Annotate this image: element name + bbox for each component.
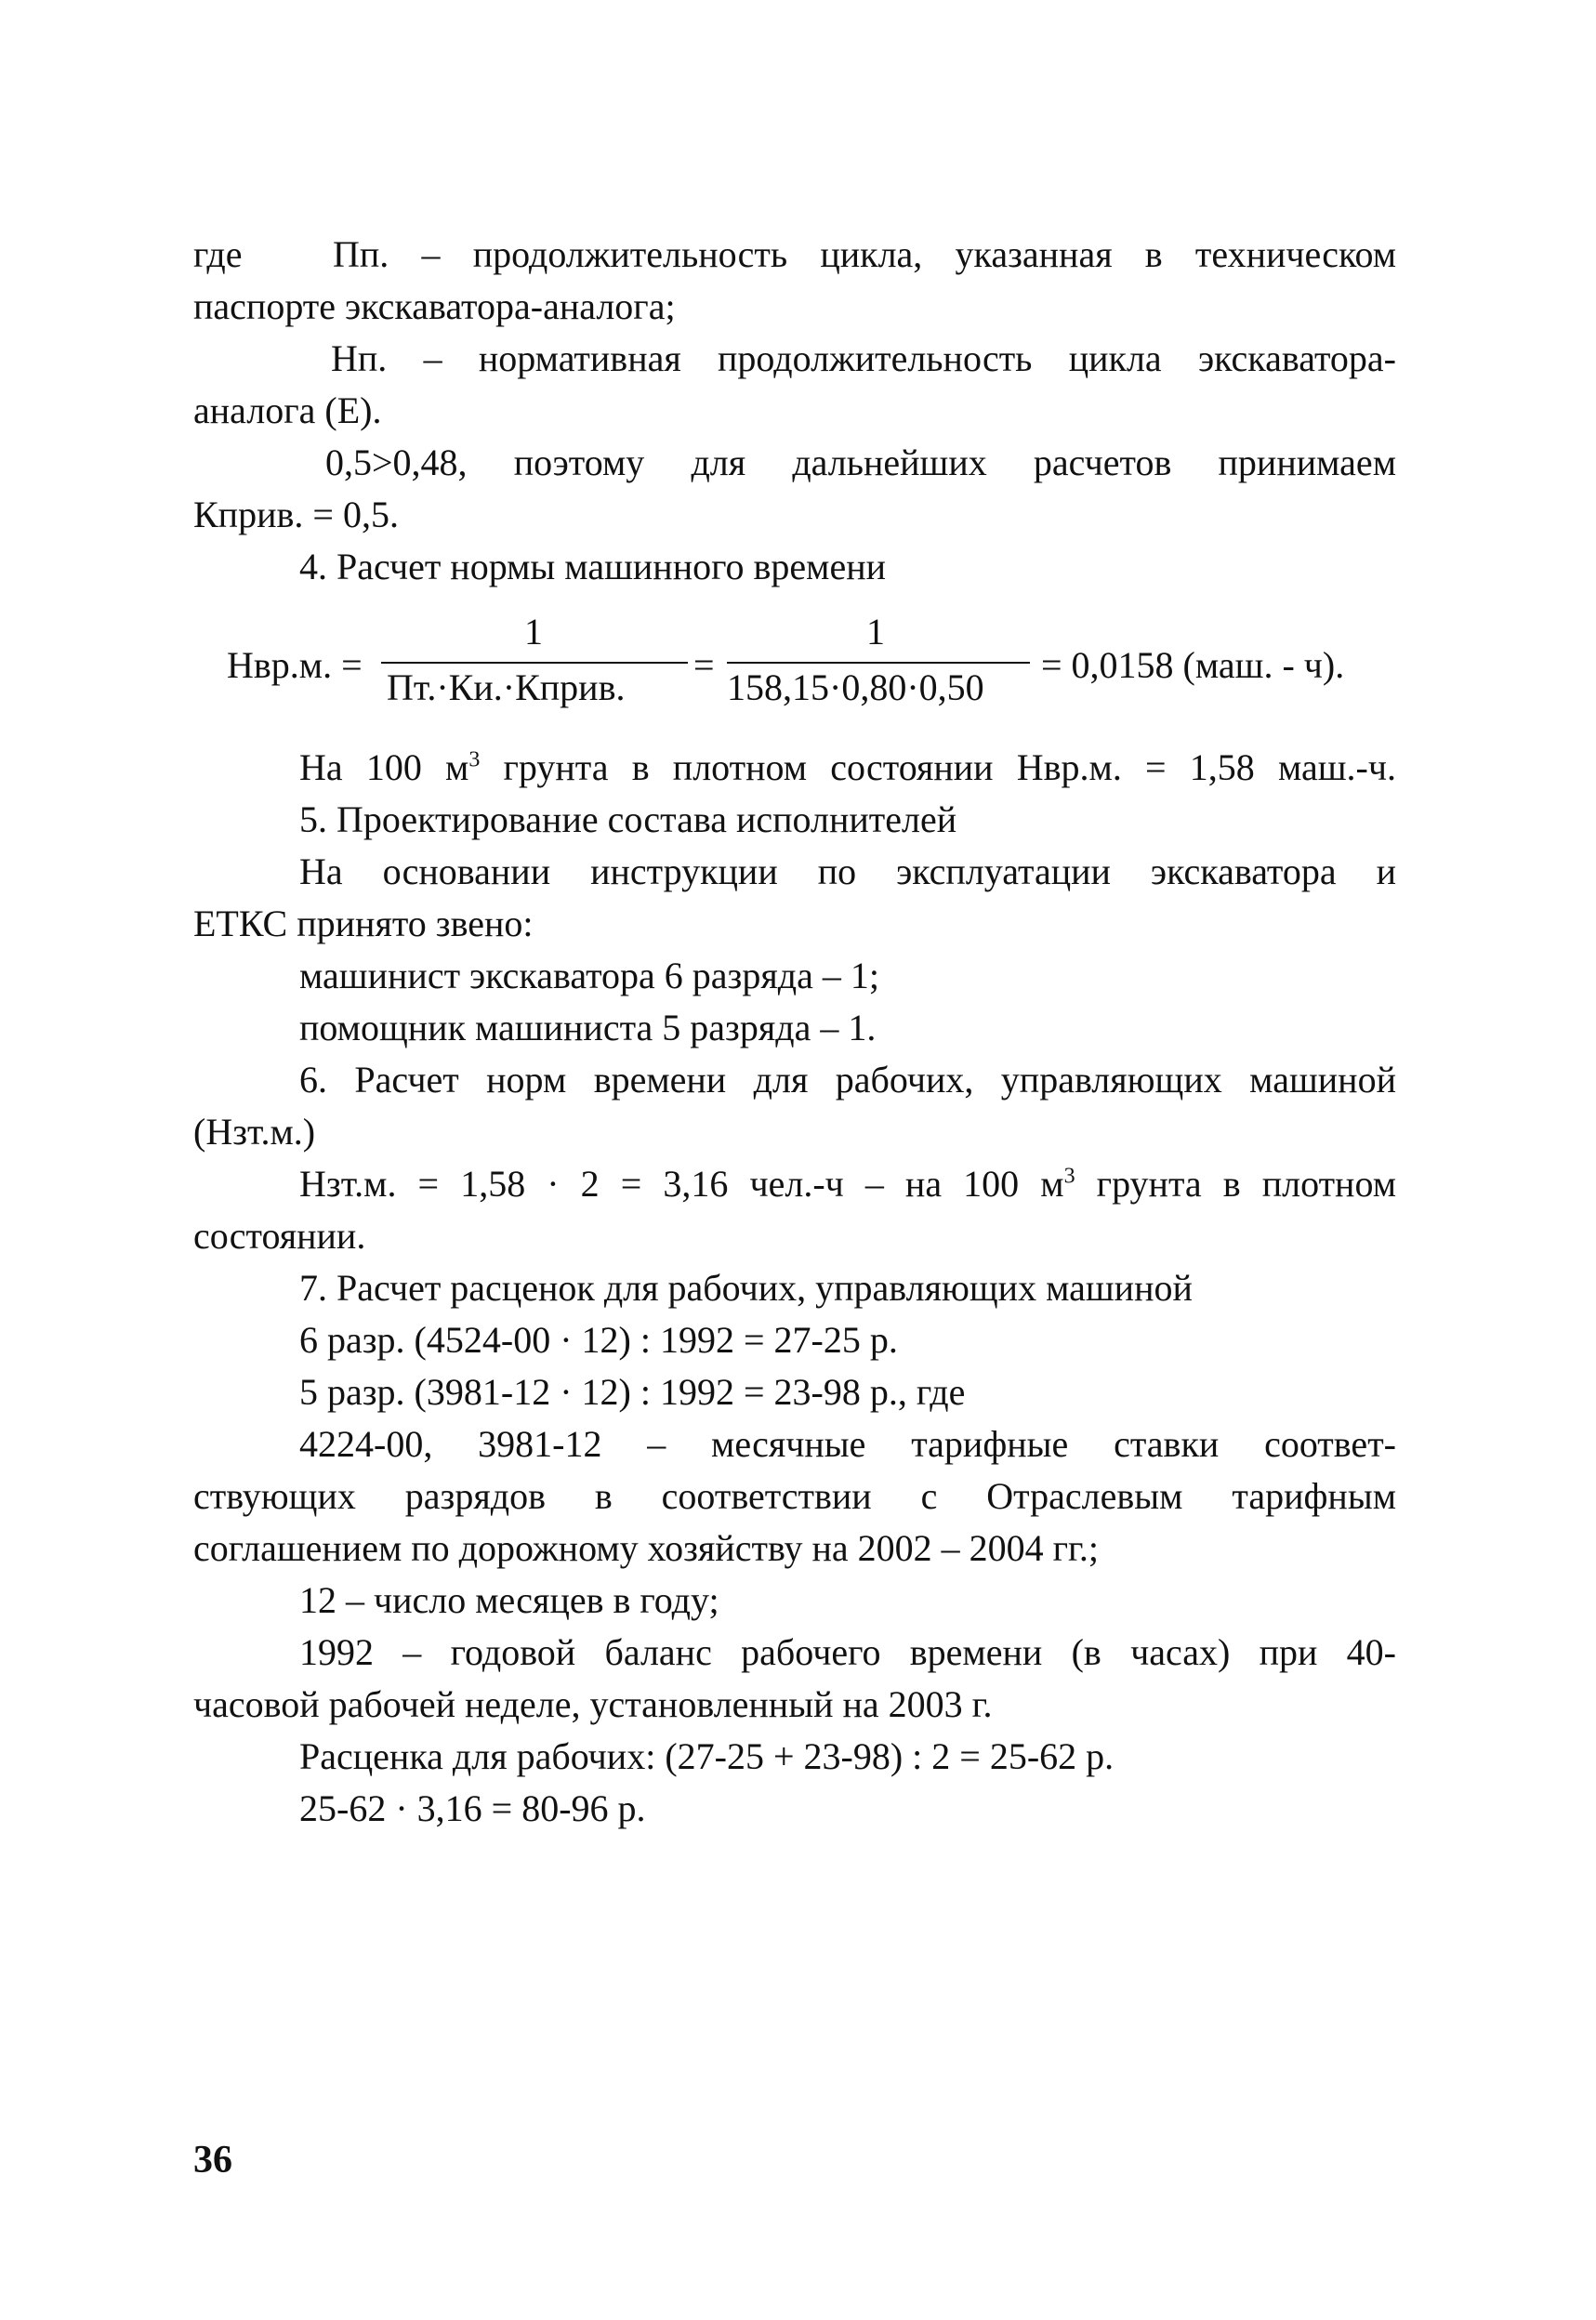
section-heading: 7. Расчет расценок для рабочих, управляющих машиной bbox=[299, 1267, 1193, 1309]
text-line: На 100 $м^3$ грунта в плотном состоянии Нвр.м. = 1,58 маш.-ч. bbox=[299, 746, 1396, 788]
formula-numerator: 1 bbox=[866, 611, 885, 652]
text-line: 4224-00, 3981-12 – месячные тарифные ставки соответ- bbox=[299, 1423, 1396, 1465]
text-line: На основании инструкции по эксплуатации экскаватора и bbox=[299, 850, 1396, 892]
machine-time-formula bbox=[227, 610, 1435, 712]
text-line: аналога (Е). bbox=[193, 389, 382, 431]
text-line: паспорте экскаватора-аналога; bbox=[193, 285, 676, 327]
text-line: Пп. – продолжительность цикла, указанная в техническом bbox=[333, 233, 1396, 275]
text-line: ствующих разрядов в соответствии с Отраслевым тарифным bbox=[193, 1475, 1396, 1517]
section-heading: 4. Расчет нормы машинного времени bbox=[299, 546, 887, 587]
text-line: соглашением по дорожному хозяйству на 2002 – 2004 гг.; bbox=[193, 1527, 1100, 1569]
formula-equals: = bbox=[693, 644, 715, 686]
section-heading: 5. Проектирование состава исполнителей bbox=[299, 798, 957, 840]
text-line: (Нзт.м.) bbox=[193, 1111, 316, 1153]
formula-numerator: 1 bbox=[524, 611, 543, 652]
text-line: 12 – число месяцев в году; bbox=[299, 1579, 719, 1621]
calc-line: 6 разр. (4524-00 · 12) : 1992 = 27-25 р. bbox=[299, 1319, 898, 1361]
calc-line: 25-62 · 3,16 = 80-96 р. bbox=[299, 1787, 646, 1829]
list-item: машинист экскаватора 6 разряда – 1; bbox=[299, 955, 879, 996]
text-line: часовой рабочей неделе, установленный на 2003 г. bbox=[193, 1683, 993, 1725]
text-line: 0,5>0,48, поэтому для дальнейших расчетов принимаем bbox=[325, 442, 1396, 483]
where-label: где bbox=[193, 233, 243, 275]
page-number: 36 bbox=[193, 2139, 232, 2182]
list-item: помощник машиниста 5 разряда – 1. bbox=[299, 1007, 877, 1048]
text-line: Нп. – нормативная продолжительность цикла экскаватора- bbox=[331, 337, 1396, 379]
formula-denominator: Пт.·Ки.·Кприв. bbox=[387, 666, 626, 708]
text-line: Кприв. = 0,5. bbox=[193, 494, 399, 535]
fraction-bar bbox=[727, 662, 1030, 664]
fraction-bar bbox=[381, 662, 688, 664]
formula-result: = 0,0158 (маш. - ч). bbox=[1041, 644, 1345, 686]
text-line: ЕТКС принято звено: bbox=[193, 903, 534, 944]
formula-denominator: 158,15·0,80·0,50 bbox=[727, 666, 984, 708]
text-line: Нзт.м. = 1,58 · 2 = 3,16 чел.-ч – на 100 $м^3$ грунта в плотном bbox=[299, 1163, 1397, 1205]
section-heading: 6. Расчет норм времени для рабочих, управляющих машиной bbox=[299, 1059, 1396, 1101]
superscript: 3 bbox=[468, 747, 481, 772]
text-line: состоянии. bbox=[193, 1215, 366, 1257]
superscript: 3 bbox=[1063, 1164, 1075, 1189]
text-line: 1992 – годовой баланс рабочего времени (в часах) при 40- bbox=[299, 1631, 1396, 1673]
calc-line: Расценка для рабочих: (27-25 + 23-98) : 2 = 25-62 р. bbox=[299, 1735, 1115, 1777]
formula-lhs: Нвр.м. = bbox=[227, 644, 363, 686]
calc-line: 5 разр. (3981-12 · 12) : 1992 = 23-98 р., где bbox=[299, 1371, 966, 1413]
